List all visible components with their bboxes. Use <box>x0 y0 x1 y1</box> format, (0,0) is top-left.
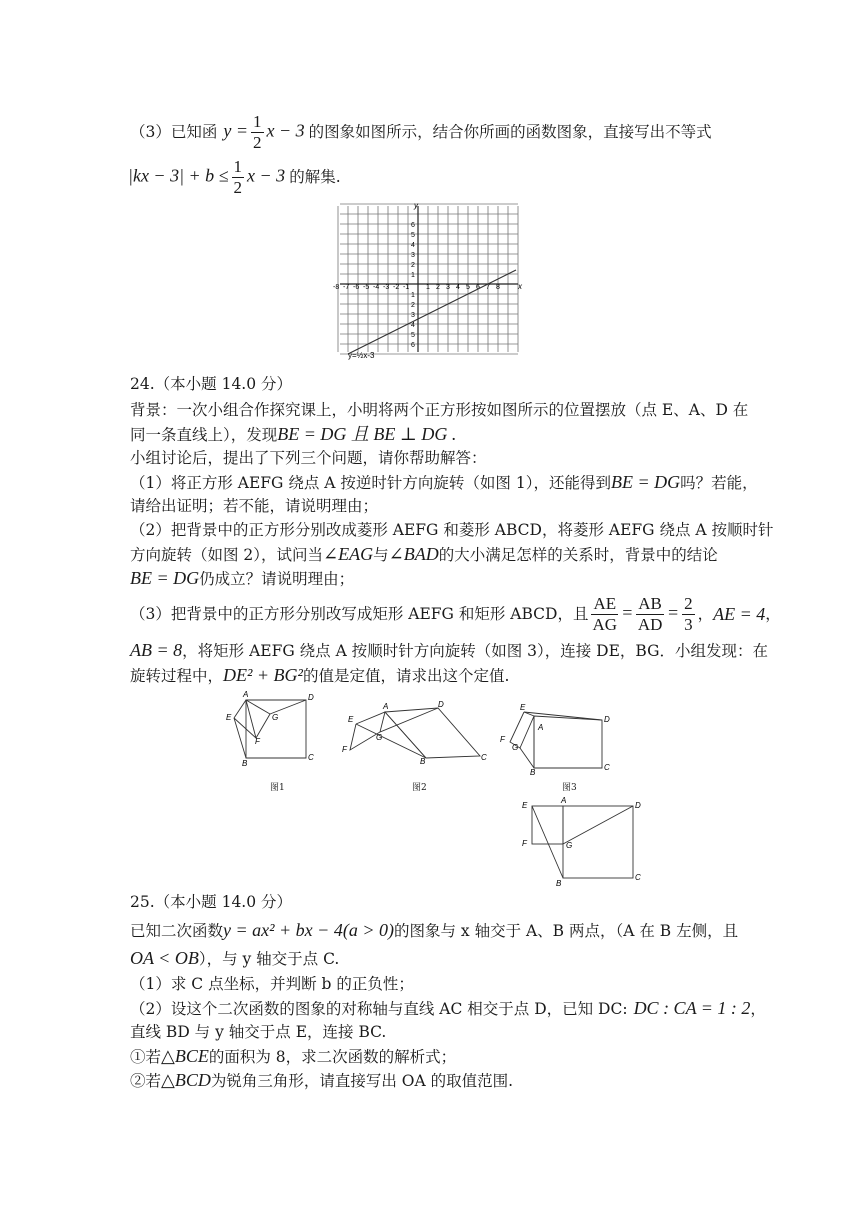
x-tick-label: -4 <box>373 284 380 291</box>
y-axis-label: y <box>414 201 418 210</box>
svg-text:E: E <box>348 715 354 724</box>
y-tick-label: 1 <box>411 292 415 299</box>
q25-l1-text: 已知二次函数 <box>130 922 224 940</box>
q24-p2-math: BE = DG <box>130 568 200 588</box>
q24-part2-line1: （2）把背景中的正方形分别改成菱形 AEFG 和菱形 ABCD，将菱形 AEFG 绕点 A 按顺时针 <box>130 521 774 539</box>
y-tick-label: 2 <box>411 262 415 269</box>
q25-part2-line1 <box>130 998 766 1019</box>
q25-p2-text: （2）设这个二次函数的图象的对称轴与直线 AC 相交于点 D，已知 DC: <box>130 1000 628 1018</box>
q24-header: 24.（本小题 14.0 分） <box>130 375 293 393</box>
q25-p2-end: ， <box>750 1000 766 1018</box>
x-tick-label: -1 <box>403 284 410 291</box>
q25-l2-math: OA < OB <box>130 948 199 968</box>
y-tick-labels <box>411 222 415 349</box>
x-tick-label: -6 <box>353 284 360 291</box>
y-tick-label: 3 <box>411 312 415 319</box>
q25-part2-line2: 直线 BD 与 y 轴交于点 E，连接 BC. <box>130 1023 387 1041</box>
q25-header: 25.（本小题 14.0 分） <box>130 893 293 911</box>
q24-p2-end: 仍成立？请说明理由； <box>199 570 355 588</box>
x-tick-label: -7 <box>343 284 350 291</box>
x-tick-label: 1 <box>426 284 430 291</box>
y-tick-label: 4 <box>411 242 415 249</box>
y-tick-label: 6 <box>411 222 415 229</box>
x-tick-label: 7 <box>486 284 490 291</box>
q24-bg2-text: 同一条直线上），发现 <box>130 426 278 444</box>
q24-p1-text: （1）将正方形 AEFG 绕点 A 按逆时针方向旋转（如图 1），还能得到 <box>130 474 611 492</box>
svg-text:C: C <box>635 873 641 882</box>
y-tick-label: 2 <box>411 302 415 309</box>
figure-3-caption: 图3 <box>562 783 577 793</box>
x-tick-label: 2 <box>436 284 440 291</box>
q25-s2-text: ②若 <box>130 1072 162 1090</box>
q24-p3-text4: 的值是定值，请求出这个定值. <box>302 667 510 685</box>
svg-text:C: C <box>481 753 487 762</box>
y-tick-label: 6 <box>411 342 415 349</box>
q24-p3-ab: AB = 8 <box>130 640 183 660</box>
svg-text:C: C <box>308 753 314 762</box>
q24-part3-line2 <box>130 640 768 661</box>
x-tick-label: -2 <box>393 284 400 291</box>
q24-p3-ae: AE = 4 <box>713 604 766 624</box>
q23-part3-line1 <box>130 112 712 152</box>
q23-part3-text-a: （3）已知函 <box>130 123 218 141</box>
q24-ratio-formula: $\frac{AE}{AG}$ = $\frac{AB}{AD}$ = $\frac{2}{3}$ <box>592 593 693 634</box>
svg-text:F: F <box>500 735 505 744</box>
y-tick-label: 5 <box>411 332 415 339</box>
y-tick-label: 5 <box>411 232 415 239</box>
function-line-label: y=½x-3 <box>348 351 375 360</box>
svg-text:E: E <box>522 801 528 810</box>
svg-text:G: G <box>272 713 279 722</box>
q25-s1-end: 的面积为 8，求二次函数的解析式； <box>208 1048 457 1066</box>
svg-text:C: C <box>604 763 610 772</box>
svg-text:E: E <box>520 703 526 712</box>
svg-text:A: A <box>538 723 544 732</box>
svg-text:D: D <box>308 693 314 702</box>
svg-text:F: F <box>522 839 527 848</box>
q25-p2-math: DC : CA = 1 : 2 <box>633 998 751 1018</box>
svg-text:B: B <box>420 757 426 766</box>
q24-part2-line2 <box>130 544 718 565</box>
q25-sub1 <box>130 1046 456 1067</box>
svg-text:D: D <box>438 700 444 709</box>
y-tick-label: 1 <box>411 272 415 279</box>
y-tick-label: 4 <box>411 322 415 329</box>
graph-axes <box>340 206 518 352</box>
q24-part3-line1: （3）把背景中的正方形分别改写成矩形 AEFG 和矩形 ABCD，且 $\frac{AE}{AG}$ = $\frac{AB}{AD}$ = $\frac{2}{3}$ ， AE = 4 ， <box>130 593 781 634</box>
q24-background-line1: 背景：一次小组合作探究课上，小明将两个正方形按如图所示的位置摆放（点 E、A、D 在 <box>130 401 749 419</box>
q24-part1-line1 <box>130 472 758 493</box>
q24-p2-text3: 的大小满足怎样的关系时，背景中的结论 <box>438 546 718 564</box>
q25-s1-math: △BCE <box>161 1046 209 1066</box>
x-tick-label: 5 <box>466 284 470 291</box>
svg-text:B: B <box>242 759 248 768</box>
q23-part3-line2 <box>128 157 341 197</box>
q24-p3-text: （3）把背景中的正方形分别改写成矩形 AEFG 和矩形 ABCD，且 <box>130 605 589 623</box>
y-tick-label: 3 <box>411 252 415 259</box>
svg-text:D: D <box>635 801 641 810</box>
x-tick-label: 4 <box>456 284 460 291</box>
x-tick-label: -8 <box>333 284 340 291</box>
q24-p1-end: 吗？若能， <box>680 474 758 492</box>
q24-p3-text3: 旋转过程中， <box>130 667 224 685</box>
q24-p2-angle1: ∠EAG <box>323 544 374 564</box>
coordinate-graph <box>334 200 524 370</box>
q24-p3-comma: ， <box>697 605 714 623</box>
x-tick-label: -5 <box>363 284 370 291</box>
figure-2 <box>340 700 490 765</box>
q24-p1-math: BE = DG <box>610 472 681 492</box>
q24-discussion: 小组讨论后，提出了下列三个问题，请你帮助解答： <box>130 449 487 467</box>
q24-part1-line2: 请给出证明；若不能，请说明理由； <box>130 497 379 515</box>
svg-text:E: E <box>226 713 232 722</box>
q25-s2-end: 为锐角三角形，请直接写出 OA 的取值范围. <box>210 1072 514 1090</box>
q25-sub2 <box>130 1070 513 1091</box>
function-line <box>348 270 516 354</box>
x-tick-label: 8 <box>496 284 500 291</box>
q23-inequality: |kx − 3| + b ≤ $\frac{1}{2}$ x − 3 <box>128 156 286 197</box>
q24-background-line2 <box>130 424 456 445</box>
svg-text:G: G <box>566 841 573 850</box>
q24-bg2-math: BE = DG 且 BE ⊥ DG . <box>277 424 457 444</box>
q25-quadratic-formula: y = ax² + bx − 4(a > 0) <box>223 920 394 940</box>
q25-l2-text: ），与 y 轴交于点 C. <box>198 950 340 968</box>
x-tick-label: -3 <box>383 284 390 291</box>
figure-1-caption: 图1 <box>270 783 285 793</box>
svg-text:G: G <box>376 733 383 742</box>
q24-p3-math: DE² + BG² <box>223 665 303 685</box>
q24-p3-text2: ，将矩形 AEFG 绕点 A 按顺时针方向旋转（如图 3），连接 DE，BG．小组发现：在 <box>182 642 768 660</box>
x-tick-label: 3 <box>446 284 450 291</box>
q25-l1-end: 的图象与 x 轴交于 A、B 两点，（A 在 B 左侧，且 <box>393 922 739 940</box>
svg-text:A: A <box>561 796 567 805</box>
x-tick-label: 6 <box>476 284 480 291</box>
q25-line2 <box>130 948 339 969</box>
graph-grid <box>338 204 518 354</box>
q23-part3-text-c: 的解集. <box>289 168 341 186</box>
figure-3 <box>498 700 613 775</box>
q25-s1-text: ①若 <box>130 1048 162 1066</box>
figure-1 <box>222 690 322 770</box>
figure-3-variant <box>520 796 650 888</box>
q24-p2-angle2: ∠BAD <box>388 544 439 564</box>
svg-text:B: B <box>556 879 562 888</box>
q24-part2-line3 <box>130 568 354 589</box>
q25-line1 <box>130 920 738 941</box>
svg-text:F: F <box>255 737 260 746</box>
svg-text:A: A <box>383 702 389 711</box>
q23-part3-text-b: 的图象如图所示，结合你所画的函数图象，直接写出不等式 <box>308 123 712 141</box>
svg-text:A: A <box>243 690 249 699</box>
q23-function-formula: y = $\frac{1}{2}$ x − 3 <box>223 111 305 152</box>
q25-s2-math: △BCD <box>161 1070 211 1090</box>
svg-text:D: D <box>604 715 610 724</box>
q24-part3-line3 <box>130 665 509 686</box>
q24-p2-text1: 方向旋转（如图 2），试问当 <box>130 546 324 564</box>
svg-text:F: F <box>342 745 347 754</box>
figure-2-caption: 图2 <box>412 783 427 793</box>
q25-part1: （1）求 C 点坐标，并判断 b 的正负性； <box>130 975 414 993</box>
svg-text:B: B <box>530 768 536 777</box>
svg-text:G: G <box>512 743 519 752</box>
q24-p2-text2: 与 <box>373 546 389 564</box>
x-axis-label: x <box>518 282 522 291</box>
